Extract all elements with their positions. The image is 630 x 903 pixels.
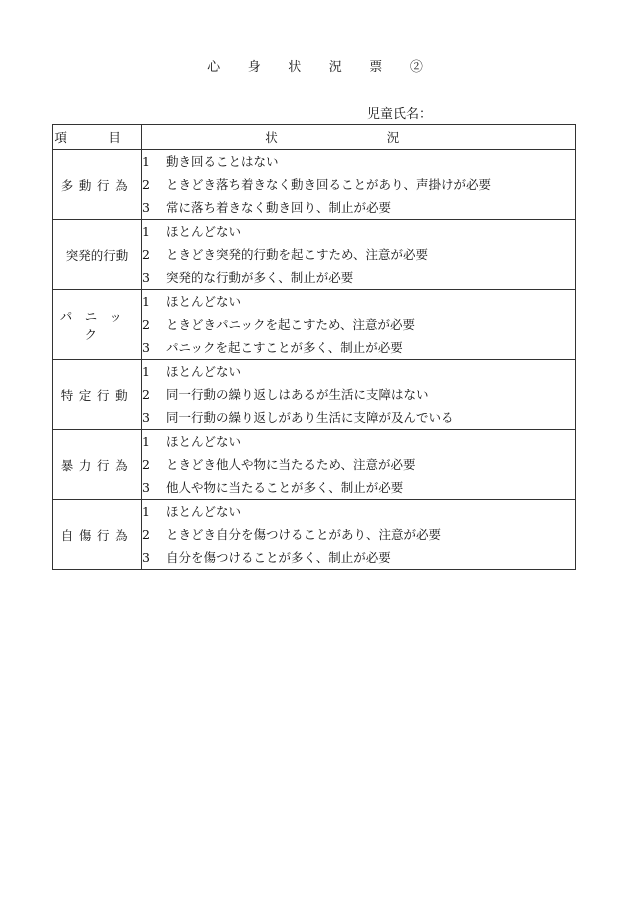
option-text: 他人や物に当たることが多く、制止が必要	[166, 480, 404, 495]
option-text: 自分を傷つけることが多く、制止が必要	[166, 550, 391, 565]
table-row	[53, 500, 576, 570]
option-line	[142, 430, 575, 453]
option-line	[142, 173, 575, 196]
option-number: 2	[142, 247, 150, 262]
page-title: 心 身 状 況 票 ②	[207, 60, 435, 75]
option-text: 突発的な行動が多く、制止が必要	[166, 270, 354, 285]
option-line	[142, 266, 575, 289]
option-number: 2	[142, 387, 150, 402]
option-text: 同一行動の繰り返しはあるが生活に支障はない	[166, 387, 429, 402]
option-line	[142, 220, 575, 243]
option-number: 1	[142, 434, 150, 449]
item-label: 自傷行為	[60, 527, 134, 543]
option-text: 動き回ることはない	[166, 154, 279, 169]
option-number: 3	[142, 200, 150, 215]
item-header-label: 項 目	[54, 130, 140, 145]
table-row	[53, 360, 576, 430]
item-cell	[53, 150, 142, 220]
status-cell	[142, 150, 576, 220]
item-cell	[53, 220, 142, 290]
option-line	[142, 150, 575, 173]
option-text: 同一行動の繰り返しがあり生活に支障が及んでいる	[166, 410, 454, 425]
option-number: 3	[142, 410, 150, 425]
status-cell	[142, 220, 576, 290]
option-line	[142, 313, 575, 336]
option-number: 3	[142, 550, 150, 565]
option-number: 1	[142, 504, 150, 519]
status-column-header	[142, 125, 576, 150]
status-cell	[142, 290, 576, 360]
item-cell	[53, 430, 142, 500]
option-number: 2	[142, 317, 150, 332]
table-row	[53, 220, 576, 290]
option-line	[142, 546, 575, 569]
option-number: 1	[142, 154, 150, 169]
option-text: ときどき自分を傷つけることがあり、注意が必要	[166, 527, 442, 542]
status-cell	[142, 360, 576, 430]
option-line	[142, 243, 575, 266]
option-text: ほとんどない	[166, 434, 242, 449]
option-text: ときどき突発的行動を起こすため、注意が必要	[166, 247, 429, 262]
item-cell	[53, 290, 142, 360]
option-line	[142, 476, 575, 499]
item-label: 特定行動	[60, 387, 134, 403]
option-line	[142, 406, 575, 429]
option-number: 3	[142, 480, 150, 495]
option-number: 2	[142, 527, 150, 542]
option-number: 3	[142, 270, 150, 285]
option-text: ときどき他人や物に当たるため、注意が必要	[166, 457, 416, 472]
option-number: 1	[142, 294, 150, 309]
option-text: ほとんどない	[166, 504, 242, 519]
table-row	[53, 430, 576, 500]
option-text: ほとんどない	[166, 364, 242, 379]
status-cell	[142, 430, 576, 500]
option-text: パニックを起こすことが多く、制止が必要	[166, 340, 403, 355]
item-label: 暴力行為	[60, 457, 134, 473]
item-column-header	[53, 125, 142, 150]
item-label: 突発的行動	[65, 247, 129, 263]
status-header-label: 状 況	[265, 130, 452, 145]
option-line	[142, 500, 575, 523]
option-number: 2	[142, 177, 150, 192]
option-text: ほとんどない	[166, 224, 242, 239]
option-line	[142, 453, 575, 476]
option-text: 常に落ち着きなく動き回り、制止が必要	[166, 200, 392, 215]
option-number: 1	[142, 224, 150, 239]
item-label: 多動行為	[60, 177, 134, 193]
status-cell	[142, 500, 576, 570]
option-line	[142, 523, 575, 546]
option-text: ほとんどない	[166, 294, 242, 309]
option-number: 3	[142, 340, 150, 355]
header-row	[53, 125, 576, 150]
option-number: 1	[142, 364, 150, 379]
status-table	[52, 124, 576, 570]
option-line	[142, 360, 575, 383]
table-row	[53, 290, 576, 360]
option-text: ときどき落ち着きなく動き回ることがあり、声掛けが必要	[166, 177, 492, 192]
item-label: パニック	[59, 308, 135, 342]
option-line	[142, 196, 575, 219]
option-line	[142, 290, 575, 313]
item-cell	[53, 360, 142, 430]
option-line	[142, 383, 575, 406]
child-name-label: 児童氏名：	[367, 107, 433, 122]
option-number: 2	[142, 457, 150, 472]
option-text: ときどきパニックを起こすため、注意が必要	[166, 317, 416, 332]
item-cell	[53, 500, 142, 570]
option-line	[142, 336, 575, 359]
table-row	[53, 150, 576, 220]
